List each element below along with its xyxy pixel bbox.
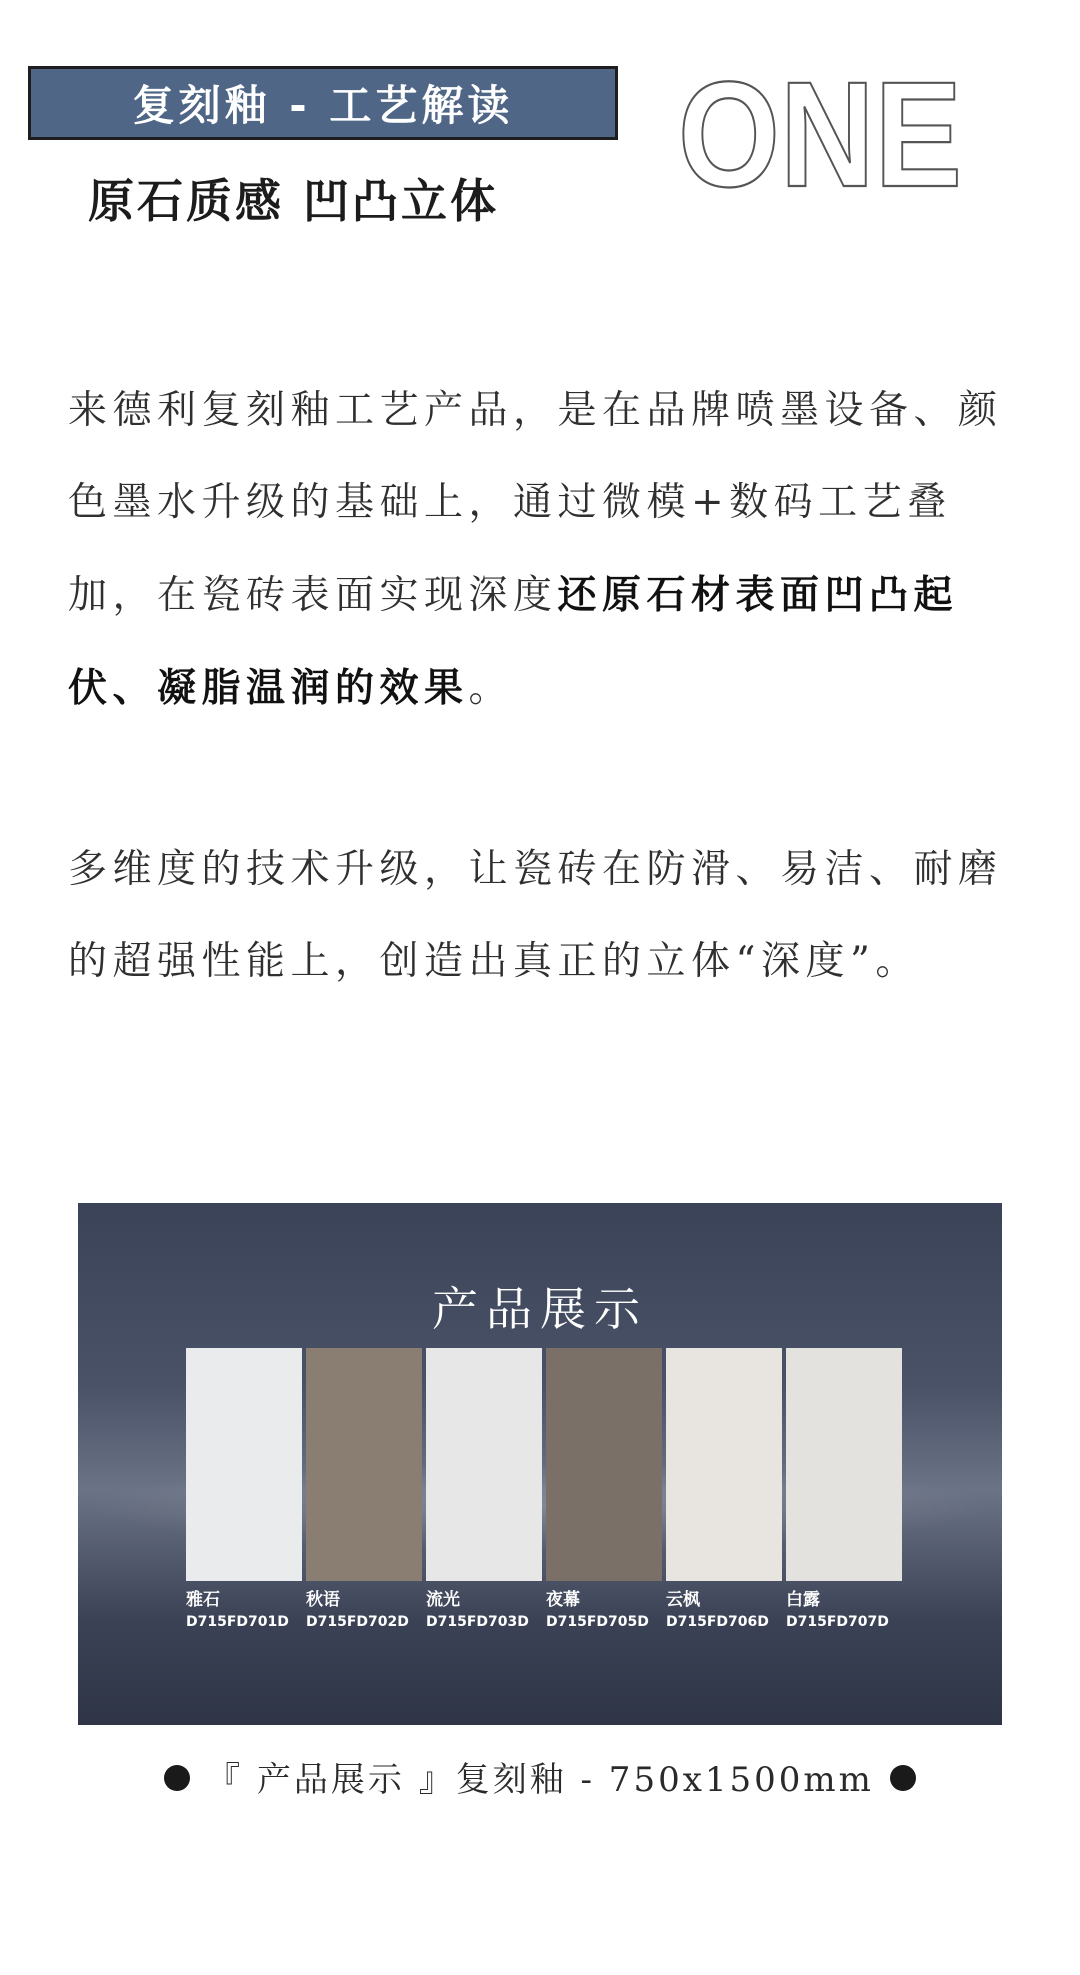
upgrade-paragraph: 多维度的技术升级，让瓷砖在防滑、易洁、耐磨的超强性能上，创造出真正的立体“深度”。 (68, 847, 1003, 984)
tile-code: D715FD701D (186, 1614, 289, 1630)
section-word-one (676, 50, 966, 218)
tile-swatch (186, 1348, 302, 1581)
intro-end: 。 (468, 666, 514, 711)
tile-code: D715FD703D (426, 1614, 529, 1630)
subtitle: 原石质感 凹凸立体 (88, 174, 500, 228)
tile-code: D715FD707D (786, 1614, 889, 1630)
tile-swatch (666, 1348, 782, 1581)
intro-highlight: 还原石材表面凹凸起伏、凝脂温润的效果 (68, 572, 959, 711)
tile-item (426, 1348, 542, 1633)
section-word-text: ONE (678, 50, 962, 218)
tile-name: 夜幕 (546, 1590, 580, 1610)
tile-item (306, 1348, 422, 1633)
tile-name: 白露 (786, 1590, 820, 1610)
tile-item (186, 1348, 302, 1633)
tile-name: 流光 (426, 1590, 460, 1610)
tile-row (186, 1348, 902, 1633)
tile-code: D715FD706D (666, 1614, 769, 1630)
tile-item (546, 1348, 662, 1633)
bullet-dot-right (890, 1765, 916, 1791)
intro-paragraph (68, 365, 1018, 735)
bullet-dot-left (164, 1765, 190, 1791)
tile-name: 秋语 (306, 1590, 340, 1610)
tile-swatch (426, 1348, 542, 1581)
tile-swatch (306, 1348, 422, 1581)
title-banner (28, 66, 618, 140)
image-caption (0, 1752, 1080, 1801)
showcase-title: 产品展示 (432, 1282, 648, 1336)
tile-name: 雅石 (186, 1590, 220, 1610)
caption-text: 『 产品展示 』复刻釉 - 750x1500mm (206, 1760, 874, 1800)
tile-swatch (786, 1348, 902, 1581)
tile-code: D715FD702D (306, 1614, 409, 1630)
tile-code: D715FD705D (546, 1614, 649, 1630)
banner-title: 复刻釉 - 工艺解读 (132, 81, 514, 130)
tile-swatch (546, 1348, 662, 1581)
tile-item (786, 1348, 902, 1633)
tile-item (666, 1348, 782, 1633)
intro-text: 来德利复刻釉工艺产品，是在品牌喷墨设备、颜色墨水升级的基础上，通过微模+数码工艺叠加，在瓷砖表面实现深度 (68, 388, 1003, 618)
product-showcase-image (78, 1203, 1002, 1725)
tile-name: 云枫 (666, 1590, 700, 1610)
